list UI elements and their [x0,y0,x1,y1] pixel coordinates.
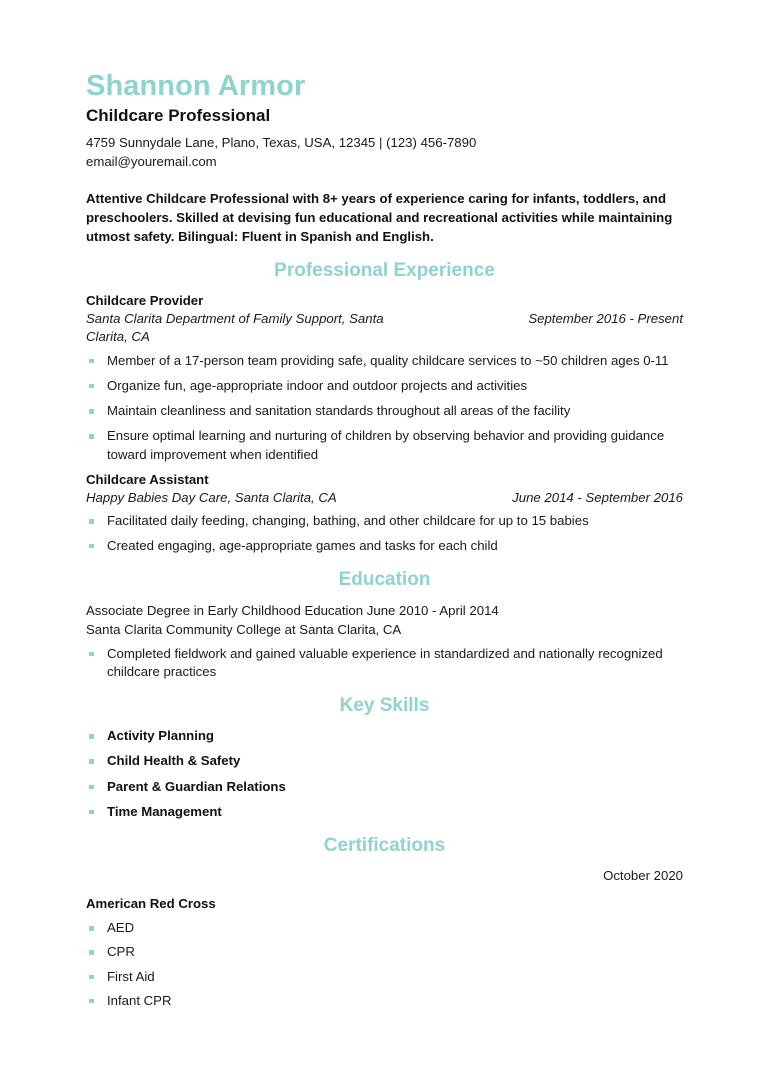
list-item: Child Health & Safety [86,752,683,770]
experience-bullet-list [86,352,683,464]
certification-list [86,919,683,1010]
list-item: Infant CPR [86,992,683,1010]
certification-issuer: American Red Cross [86,896,216,912]
education-entry [86,601,683,682]
resume-header [86,70,683,171]
education-bullet-list [86,645,683,681]
list-item: Maintain cleanliness and sanitation standards throughout all areas of the facility [86,402,683,420]
candidate-name: Shannon Armor [86,70,306,102]
education-degree: Associate Degree in Early Childhood Education June 2010 - April 2014 [86,602,499,618]
experience-title: Childcare Provider [86,293,204,309]
experience-title: Childcare Assistant [86,471,209,487]
list-item: CPR [86,943,683,961]
certifications-block [86,867,683,1010]
list-item: Member of a 17-person team providing safe, quality childcare services to ~50 children ages 0-11 [86,352,683,370]
key-skills-list [86,727,683,821]
experience-meta [86,489,683,507]
section-heading-experience: Professional Experience [274,260,495,282]
contact-email: email@youremail.com [86,153,217,169]
list-item: Time Management [86,803,683,821]
section-heading-certifications: Certifications [323,835,446,857]
list-item: Parent & Guardian Relations [86,778,683,796]
section-heading-key-skills: Key Skills [339,695,430,717]
experience-bullet-list [86,512,683,554]
experience-entry [86,471,683,555]
list-item: Created engaging, age-appropriate games and tasks for each child [86,537,683,555]
list-item: Ensure optimal learning and nurturing of children by observing behavior and providing guidance toward improvement when identified [86,427,683,463]
candidate-job-title: Childcare Professional [86,106,271,126]
list-item: First Aid [86,968,683,986]
experience-organization: Happy Babies Day Care, Santa Clarita, CA [86,489,337,505]
list-item: Completed fieldwork and gained valuable experience in standardized and nationally recognized childcare practices [86,645,683,681]
list-item: Activity Planning [86,727,683,745]
experience-dates: September 2016 - Present [528,311,683,327]
professional-summary: Attentive Childcare Professional with 8+ years of experience caring for infants, toddlers, and preschoolers. Skilled at devising fun educational and recreational activities while maintaining utmost safety. Bilingual: Fluent in Spanish and English. [86,191,673,245]
experience-entry [86,292,683,464]
contact-address-phone: 4759 Sunnydale Lane, Plano, Texas, USA, 12345 | (123) 456-7890 [86,134,477,150]
section-heading-education: Education [338,568,431,590]
list-item: AED [86,919,683,937]
experience-dates: June 2014 - September 2016 [512,489,683,505]
experience-organization: Santa Clarita Department of Family Support, Santa Clarita, CA [86,311,384,344]
education-school: Santa Clarita Community College at Santa Clarita, CA [86,621,402,637]
list-item: Organize fun, age-appropriate indoor and outdoor projects and activities [86,377,683,395]
experience-meta [86,310,683,346]
certification-date: October 2020 [603,867,683,883]
list-item: Facilitated daily feeding, changing, bathing, and other childcare for up to 15 babies [86,512,683,530]
